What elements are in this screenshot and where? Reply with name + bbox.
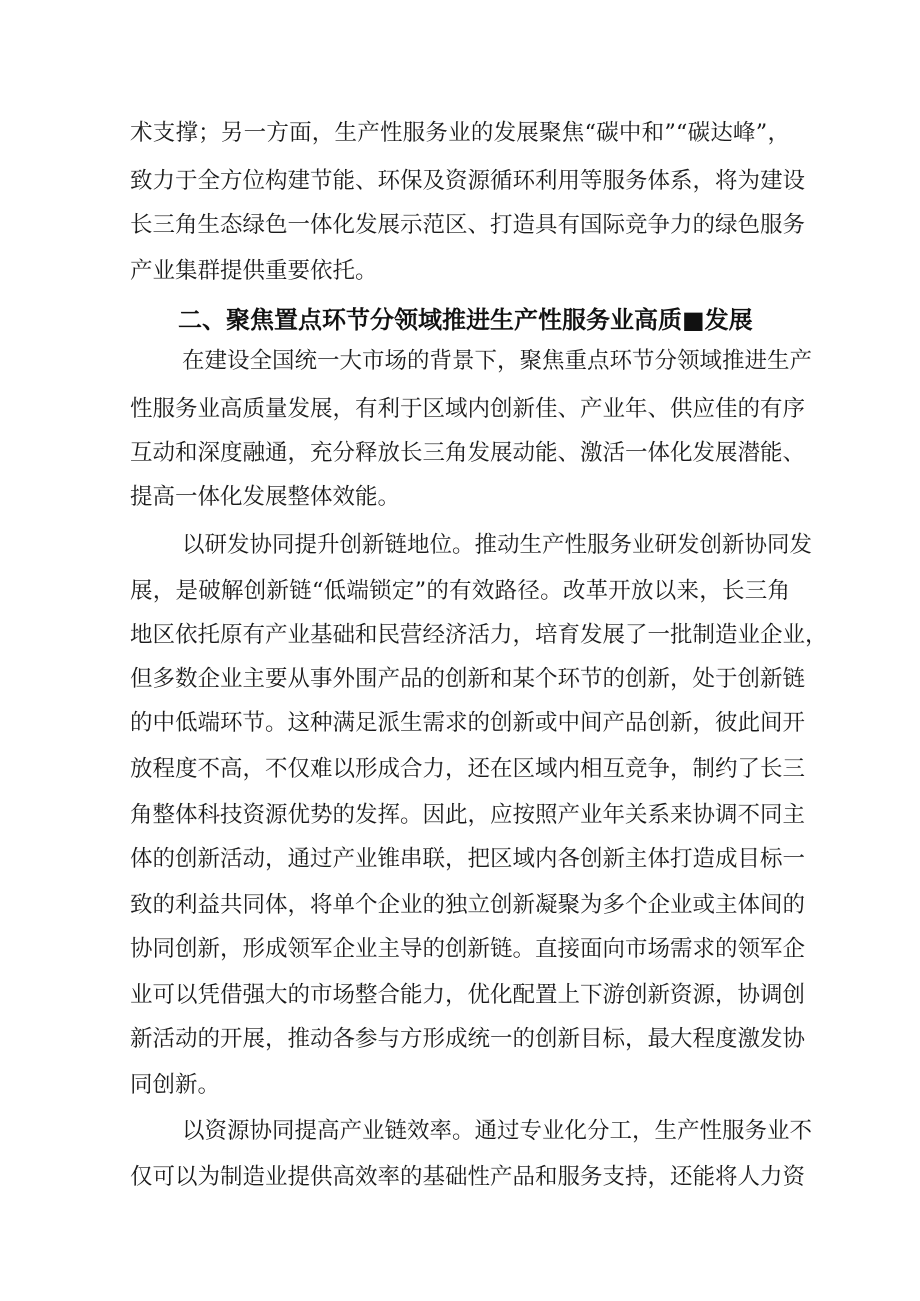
paragraph-2-line-1: 在建设全国统一大市场的背景下，聚焦重点环节分领域推进生产 — [182, 348, 813, 374]
paragraph-3-line-10: 协同创新，形成领军企业主导的创新链。直接面向市场需求的领军企 — [130, 936, 806, 962]
paragraph-1-line-3: 长三角生态绿色一体化发展示范区、打造具有国际竞争力的绿色服务 — [130, 212, 806, 238]
paragraph-3-line-6: 放程度不高，不仅难以形成合力，还在区域内相互竞争，制约了长三 — [130, 756, 806, 782]
paragraph-3-line-7: 角整体科技资源优势的发挥。因此，应按照产业年关系来协调不同主 — [130, 802, 806, 828]
paragraph-3-line-2: 展，是破解创新链“低端锁定”的有效路径。改革开放以来，长三角 — [130, 578, 790, 604]
paragraph-3-line-1: 以研发协同提升创新链地位。推动生产性服务业研发创新协同发 — [182, 532, 813, 558]
paragraph-3-line-9: 致的利益共同体，将单个企业的独立创新凝聚为多个企业或主体间的 — [130, 892, 806, 918]
paragraph-3-line-5: 的中低端环节。这种满足派生需求的创新或中间产品创新，彼此间开 — [130, 710, 806, 736]
paragraph-3-line-3: 地区依托原有产业基础和民营经济活力，培育发展了一批制造业企业， — [130, 622, 828, 648]
paragraph-3-line-12: 新活动的开展，推动各参与方形成统一的创新目标，最大程度激发协 — [130, 1026, 806, 1052]
paragraph-1-line-2: 致力于全方位构建节能、环保及资源循环利用等服务体系，将为建设 — [130, 168, 806, 194]
paragraph-1-line-1: 术支撑；另一方面，生产性服务业的发展聚焦“碳中和”“碳达峰”， — [130, 120, 790, 146]
section-heading: 二、聚焦置点环节分领域推进生产性服务业高质■发展 — [178, 306, 753, 334]
paragraph-3-line-11: 业可以凭借强大的市场整合能力，优化配置上下游创新资源，协调创 — [130, 982, 806, 1008]
paragraph-4-line-2: 仅可以为制造业提供高效率的基础性产品和服务支持，还能将人力资 — [130, 1164, 806, 1190]
paragraph-3-line-8: 体的创新活动，通过产业锥串联，把区域内各创新主体打造成目标一 — [130, 846, 806, 872]
paragraph-3-line-13: 同创新。 — [130, 1072, 221, 1098]
paragraph-3-line-4: 但多数企业主要从事外围产品的创新和某个环节的创新，处于创新链 — [130, 666, 806, 692]
paragraph-2-line-3: 互动和深度融通，充分释放长三角发展动能、激活一体化发展潜能、 — [130, 440, 806, 466]
paragraph-4-line-1: 以资源协同提高产业链效率。通过专业化分工，生产性服务业不 — [182, 1118, 813, 1144]
paragraph-2-line-4: 提高一体化发展整体效能。 — [130, 484, 401, 510]
paragraph-1-line-4: 产业集群提供重要依托。 — [130, 258, 378, 284]
paragraph-2-line-2: 性服务业高质量发展，有利于区域内创新佳、产业年、供应佳的有序 — [130, 396, 806, 422]
